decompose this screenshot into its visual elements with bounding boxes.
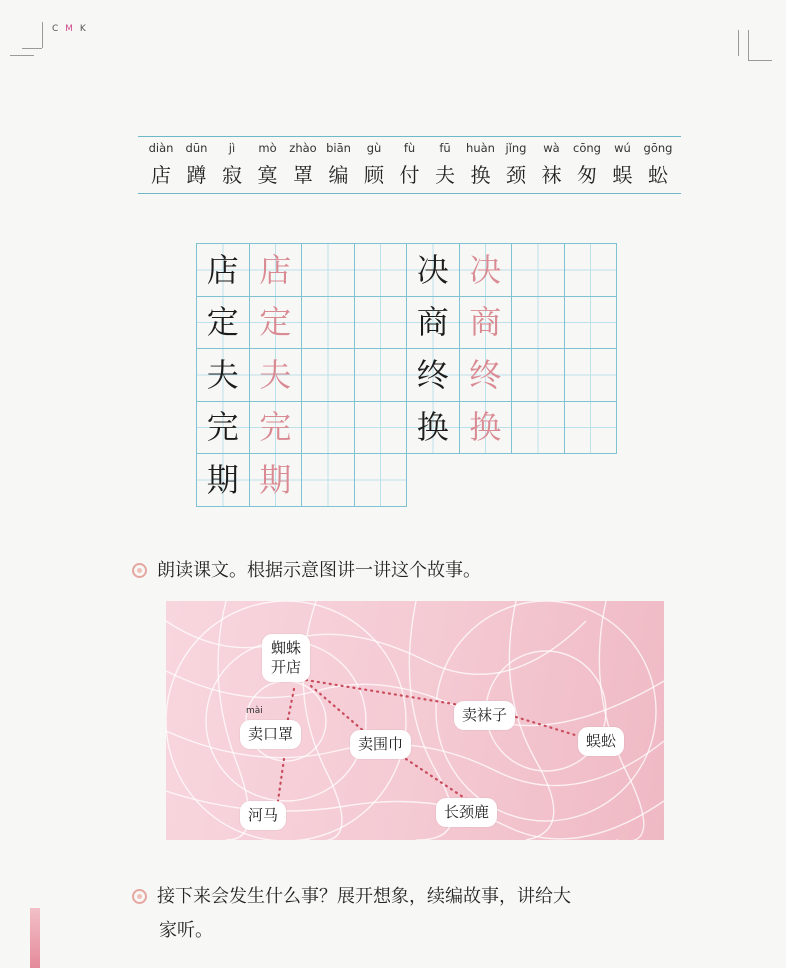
vocab-character: 付	[399, 163, 420, 187]
vocab-character: 换	[470, 163, 491, 187]
instruction-read-aloud	[132, 556, 481, 582]
grid-blank-cell[interactable]	[355, 349, 408, 402]
label-spider: 蜘蛛	[271, 639, 302, 657]
grid-model-character: 换	[407, 402, 460, 455]
vocab-pinyin: wú	[614, 141, 631, 155]
grid-blank-cell[interactable]	[355, 244, 408, 297]
grid-blank-cell[interactable]	[565, 349, 618, 402]
label-sell-mask: mài 卖口罩	[240, 720, 301, 749]
story-diagram	[166, 601, 664, 840]
grid-blank-cell[interactable]	[512, 244, 565, 297]
vocab-character: 蚣	[648, 163, 668, 187]
grid-trace-character: 完	[250, 402, 303, 455]
vocab-pinyin: jì	[228, 141, 236, 155]
grid-blank-cell[interactable]	[512, 349, 565, 402]
vocab-word	[499, 141, 533, 193]
vocab-pinyin: huàn	[466, 141, 495, 155]
vocab-word	[215, 141, 249, 193]
grid-blank-cell[interactable]	[302, 244, 355, 297]
pinyin-mai: mài	[246, 706, 263, 716]
grid-blank-cell[interactable]	[355, 402, 408, 455]
vocab-pinyin: fù	[403, 141, 416, 155]
grid-model-character: 夫	[197, 349, 250, 402]
grid-model-character: 期	[197, 454, 250, 507]
vocab-word	[251, 141, 285, 193]
grid-blank-cell[interactable]	[565, 402, 618, 455]
spider-web-background	[166, 601, 664, 840]
vocab-character: 店	[151, 163, 171, 187]
vocab-word	[286, 141, 320, 193]
grid-blank-cell[interactable]	[512, 297, 565, 350]
grid-trace-character: 期	[250, 454, 303, 507]
instruction-text-line2: 家听。	[159, 920, 213, 941]
grid-blank-cell[interactable]	[565, 244, 618, 297]
vocab-word	[393, 141, 427, 193]
vocab-word	[535, 141, 569, 193]
vocab-character: 顾	[364, 163, 384, 187]
grid-model-character: 商	[407, 297, 460, 350]
grid-blank-cell[interactable]	[355, 297, 408, 350]
grid-trace-character: 换	[460, 402, 513, 455]
grid-trace-character: 决	[460, 244, 513, 297]
path-to-hippo	[278, 759, 284, 801]
writing-grid-right	[406, 243, 617, 454]
grid-blank-cell[interactable]	[565, 297, 618, 350]
crop-mark	[42, 22, 43, 48]
vocab-pinyin: mò	[258, 141, 277, 155]
instruction-continue-story	[132, 880, 571, 948]
grid-model-character: 店	[197, 244, 250, 297]
vocab-word	[357, 141, 391, 193]
grid-trace-character: 终	[460, 349, 513, 402]
grid-blank-cell[interactable]	[355, 454, 408, 507]
crop-mark	[10, 55, 34, 56]
label-sell-scarf: 卖围巾	[350, 730, 411, 759]
grid-blank-cell[interactable]	[302, 454, 355, 507]
crop-mark	[748, 60, 772, 61]
vocab-pinyin: zhào	[289, 141, 317, 155]
label-open-shop: 开店	[271, 657, 302, 676]
vocab-word	[570, 141, 604, 193]
crop-mark	[738, 30, 739, 56]
vocab-pinyin: biān	[326, 141, 351, 155]
label-centipede: 蜈蚣	[578, 727, 624, 756]
vocab-pinyin: dūn	[185, 141, 208, 155]
label-sell-socks: 卖袜子	[454, 701, 515, 730]
instruction-text-line1: 接下来会发生什么事？展开想象，续编故事，讲给大	[157, 886, 571, 907]
vocab-character: 颈	[506, 163, 526, 187]
grid-blank-cell[interactable]	[302, 402, 355, 455]
vocab-word	[428, 141, 462, 193]
vocab-word	[464, 141, 498, 193]
vocab-word	[641, 141, 675, 193]
grid-model-character: 定	[197, 297, 250, 350]
bullet-icon	[132, 563, 147, 578]
label-spider-open-shop	[262, 634, 310, 682]
vocab-character: 蜈	[612, 163, 633, 187]
vocab-character: 寂	[222, 163, 242, 187]
vocab-character: 袜	[541, 163, 562, 187]
grid-blank-cell[interactable]	[512, 402, 565, 455]
vocab-pinyin: jǐng	[505, 141, 527, 155]
vocab-word	[606, 141, 640, 193]
path-to-scarf	[311, 686, 366, 733]
vocab-word	[322, 141, 356, 193]
print-color-mark: C M K	[52, 24, 88, 34]
vocab-word	[180, 141, 214, 193]
grid-trace-character: 夫	[250, 349, 303, 402]
grid-blank-cell[interactable]	[302, 349, 355, 402]
grid-model-character: 决	[407, 244, 460, 297]
vocab-pinyin: gōng	[643, 141, 673, 155]
label-hippo: 河马	[240, 801, 286, 830]
writing-grid-left	[196, 243, 407, 507]
vocab-pinyin: wà	[543, 141, 560, 155]
crop-mark	[22, 48, 42, 49]
vocab-character: 编	[328, 163, 349, 187]
vocab-character: 罩	[293, 163, 313, 187]
vocab-pinyin: fū	[439, 141, 451, 155]
crop-mark	[748, 30, 749, 60]
label-giraffe: 长颈鹿	[436, 798, 497, 827]
vocab-pinyin: gù	[366, 141, 382, 155]
vocab-character: 夫	[435, 163, 455, 187]
vocab-character: 匆	[577, 163, 597, 187]
grid-blank-cell[interactable]	[302, 297, 355, 350]
vocab-pinyin: diàn	[148, 141, 174, 155]
bullet-icon	[132, 889, 147, 904]
grid-trace-character: 商	[460, 297, 513, 350]
vocabulary-strip	[138, 136, 681, 194]
grid-model-character: 终	[407, 349, 460, 402]
grid-model-character: 完	[197, 402, 250, 455]
page-edge-tab	[30, 908, 40, 968]
grid-trace-character: 店	[250, 244, 303, 297]
grid-trace-character: 定	[250, 297, 303, 350]
vocab-character: 寞	[257, 163, 278, 187]
path-to-giraffe	[406, 759, 466, 799]
vocab-word	[144, 141, 178, 193]
vocab-character: 蹲	[186, 163, 207, 187]
vocab-pinyin: cōng	[573, 141, 601, 155]
instruction-text: 朗读课文。根据示意图讲一讲这个故事。	[157, 560, 481, 581]
